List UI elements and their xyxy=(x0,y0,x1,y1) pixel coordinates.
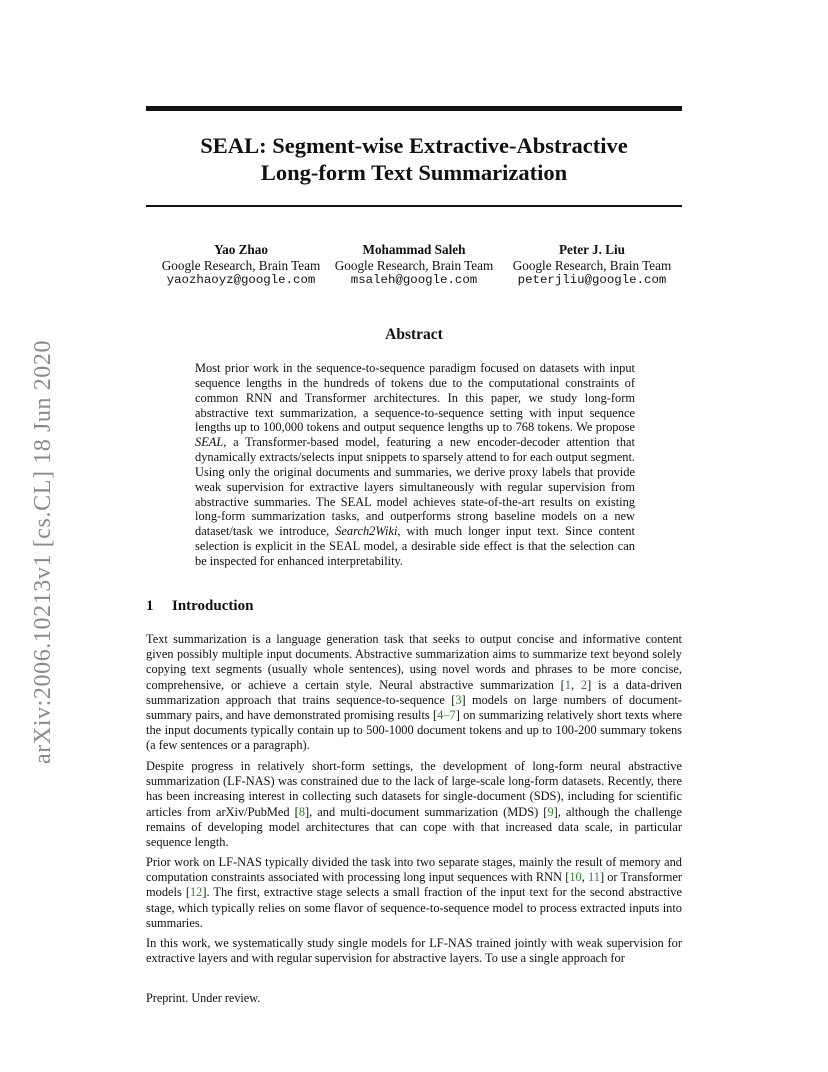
intro-paragraph-4: In this work, we systematically study single models for LF-NAS trained jointly with weak supervision for extractive layers and with regular supervision for abstractive layers. To use a single approach for xyxy=(146,936,682,966)
paragraph-text: Text summarization is a language generation task that seeks to output concise and informative content given possibly multiple input documents. Abstractive summarization aims to summarize text beyond solely copying text segments (usually whole sentences), using novel words and phrases to be more concise, comprehensive, or achieve a certain style. Neural abstractive summarization [ xyxy=(146,632,682,692)
citation-link[interactable]: 9 xyxy=(547,804,554,819)
abstract-text-part: Most prior work in the sequence-to-sequence paradigm focused on datasets with input sequence lengths in the hundreds of tokens due to the computational constraints of common RNN and Transformer architectures. In this paper, we study long-form abstractive text summarization, a sequence-to-sequence setting with input sequence lengths up to 100,000 tokens and output sequence lengths up to 768 tokens. We propose xyxy=(195,361,635,435)
intro-paragraph-2 xyxy=(146,759,682,850)
citation-link[interactable]: 10 xyxy=(569,870,582,885)
paragraph-text: , xyxy=(581,870,588,885)
citation-link[interactable]: 4–7 xyxy=(437,708,456,723)
paragraph-text: ]. The first, extractive stage selects a small fraction of the input text for the second abstractive stage, which typically relies on some flavor of sequence-to-sequence model to process extracted inputs into summaries. xyxy=(146,885,682,930)
paragraph-text: ] on summarizing relatively short texts where the input documents typically contain up to 500-1000 document tokens and up to 100-200 summary tokens (a few sentences or a paragraph). xyxy=(146,708,682,753)
author-affiliation: Google Research, Brain Team xyxy=(512,257,672,273)
paragraph-text: Despite progress in relatively short-form settings, the development of long-form neural abstractive summarization (LF-NAS) was constrained due to the lack of large-scale long-form datasets. Recently, there has been increasing interest in collecting such datasets for single-document (SDS), including for scientific articles from arXiv/PubMed [ xyxy=(146,759,682,819)
author-email[interactable]: yaozhaoyz@google.com xyxy=(166,273,316,287)
intro-paragraph-3 xyxy=(146,855,682,931)
paragraph-text: ] is a data-driven summarization approach that trains sequence-to-sequence [ xyxy=(146,677,682,707)
author-affiliation: Google Research, Brain Team xyxy=(161,257,321,273)
title-top-rule xyxy=(146,106,682,111)
author-3 xyxy=(497,242,687,289)
abstract-text-part: , a Transformer-based model, featuring a new encoder-decoder attention that dynamically extracts/selects input snippets to sparsely attend to for each output segment. Using only the original documents and summaries, we derive proxy labels that provide weak supervision for extractive layers simultaneously with regular supervision from abstractive summaries. The SEAL model achieves state-of-the-art results on existing long-form summarization tasks, and outperforms strong baseline models on a new dataset/task we introduce, xyxy=(195,435,635,539)
author-2 xyxy=(319,242,509,289)
section-number: 1 xyxy=(146,598,154,614)
citation-link[interactable]: 12 xyxy=(189,885,203,900)
citation-link[interactable]: 1 xyxy=(564,677,571,692)
paragraph-text: ], although the challenge remains of developing model architectures that can cope with that increased data scale, in particular sequence length. xyxy=(146,804,682,850)
title-line-1: SEAL: Segment-wise Extractive-Abstractive xyxy=(200,133,628,158)
section-title: Introduction xyxy=(172,598,254,614)
abstract-text xyxy=(195,361,635,569)
author-name: Mohammad Saleh xyxy=(362,242,466,257)
section-heading-introduction xyxy=(146,598,253,615)
paper-title xyxy=(146,132,682,186)
paragraph-text: Prior work on LF-NAS typically divided the task into two separate stages, mainly the result of memory and computation constraints associated with processing long input sequences with RNN [ xyxy=(146,855,682,885)
citation-link[interactable]: 8 xyxy=(298,804,306,819)
abstract-text-part: , with much longer input text. Since content selection is explicit in the SEAL model, a desirable side effect is that the selection can be inspected for enhanced interpretability. xyxy=(195,524,636,568)
citation-link[interactable]: 11 xyxy=(588,870,600,885)
author-affiliation: Google Research, Brain Team xyxy=(334,257,494,273)
dataset-name-search2wiki: Search2Wiki xyxy=(335,524,398,539)
abstract-heading: Abstract xyxy=(385,326,443,343)
paragraph-text: ] or Transformer models [ xyxy=(146,870,682,900)
author-name: Peter J. Liu xyxy=(558,242,626,257)
citation-link[interactable]: 2 xyxy=(580,677,588,692)
author-email[interactable]: msaleh@google.com xyxy=(350,273,478,287)
title-bottom-rule xyxy=(146,205,682,207)
paragraph-text: , xyxy=(570,677,581,692)
model-name-seal: SEAL xyxy=(195,435,224,450)
author-email[interactable]: peterjliu@google.com xyxy=(517,273,667,287)
citation-link[interactable]: 3 xyxy=(455,692,462,707)
author-name: Yao Zhao xyxy=(214,242,268,257)
arxiv-identifier-stamp: arXiv:2006.10213v1 [cs.CL] 18 Jun 2020 xyxy=(30,339,56,764)
preprint-footer: Preprint. Under review. xyxy=(146,991,261,1005)
paragraph-text: ] models on large numbers of document-summary pairs, and have demonstrated promising results [ xyxy=(146,692,683,723)
title-line-2: Long-form Text Summarization xyxy=(260,160,568,185)
intro-paragraph-1 xyxy=(146,632,682,754)
paragraph-text: ], and multi-document summarization (MDS) [ xyxy=(305,804,548,819)
author-block xyxy=(146,242,682,292)
author-1 xyxy=(146,242,336,289)
